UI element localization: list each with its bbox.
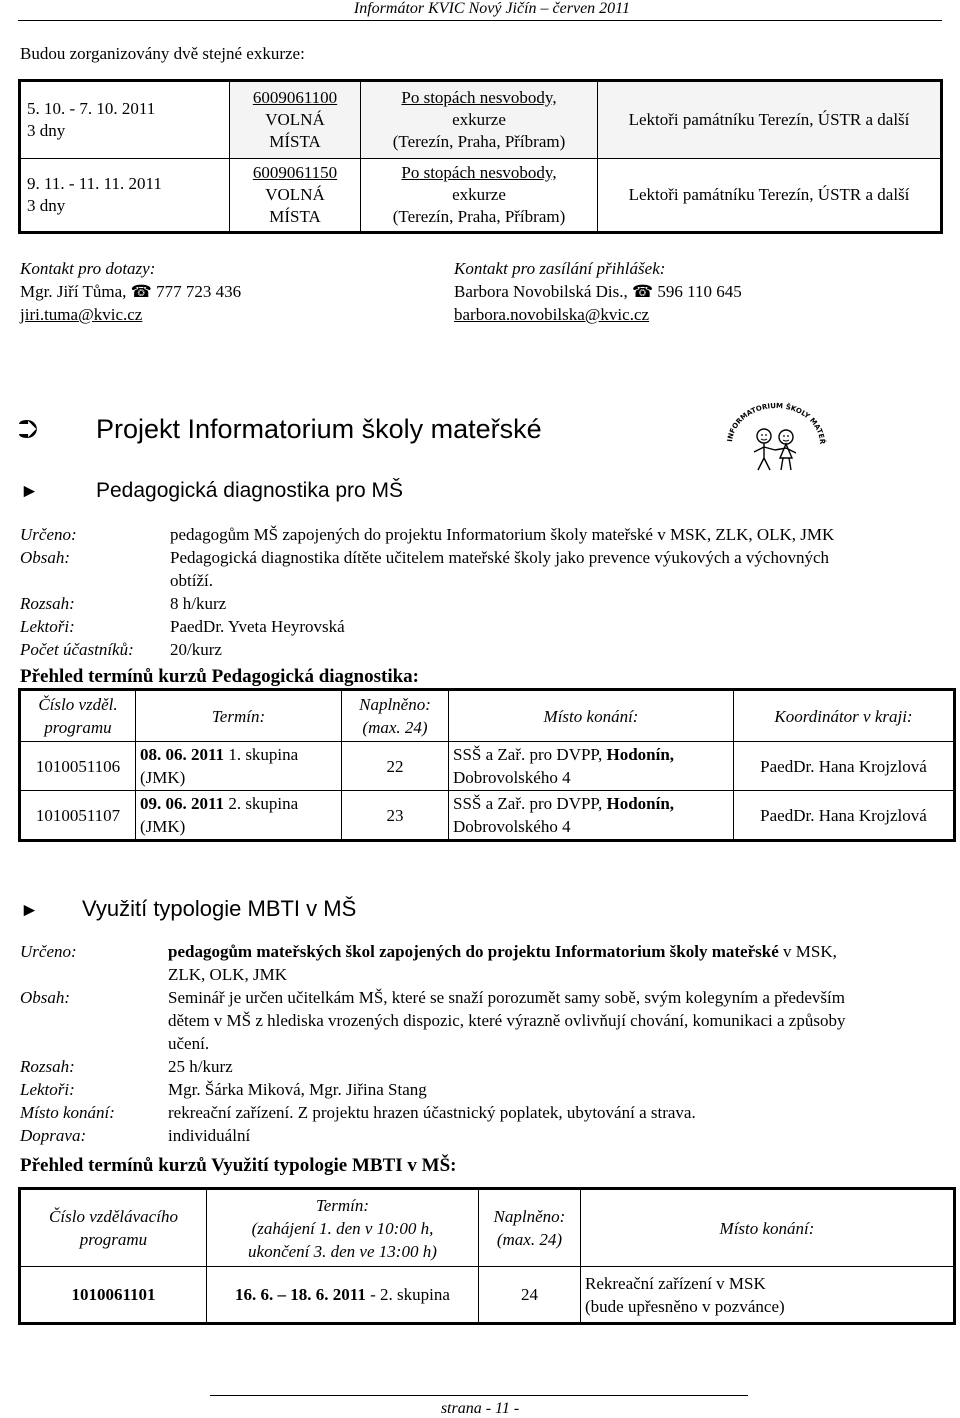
header-naplneno — [478, 1189, 580, 1267]
label-urceno: Určeno: — [20, 942, 77, 961]
value-rozsah: 25 h/kurz — [168, 1057, 233, 1076]
header-text: (max. 24) — [362, 718, 428, 737]
region-text: (JMK) — [140, 768, 186, 787]
footer-rule — [210, 1395, 748, 1396]
intro-text: Budou zorganizovány dvě stejné exkurze: — [20, 44, 305, 63]
course-details — [20, 523, 950, 661]
overview-heading: Přehled termínů kurzů Pedagogická diagnostika: — [20, 666, 420, 687]
value-urceno-rest: v MSK, — [778, 942, 837, 961]
excursion-code-link[interactable]: 6009061100 — [252, 88, 338, 107]
value-obsah-cont: obtíží. — [170, 571, 213, 590]
excursion-title-cell — [361, 81, 598, 159]
value-obsah-cont: dětem v MŠ z hlediska vrozených dispozic, které výrazně ovlivňují chování, komunikaci a způsoby — [168, 1011, 846, 1030]
excursion-places: (Terezín, Praha, Příbram) — [392, 132, 566, 151]
logo-text: INFORMATORIUM ŠKOLY MATEŘ — [726, 401, 827, 445]
cell-filled: 23 — [342, 791, 449, 841]
label-rozsah: Rozsah: — [20, 1057, 75, 1076]
value-obsah: Pedagogická diagnostika dítěte učitelem mateřské školy jako prevence výukových a výchovných — [170, 548, 830, 567]
cell-place — [449, 791, 734, 841]
label-obsah: Obsah: — [20, 988, 71, 1007]
contact-label: Kontakt pro zasílání přihlášek: — [454, 259, 666, 278]
place-city: Hodonín, — [606, 794, 675, 813]
course-title: Pedagogická diagnostika pro MŠ — [96, 479, 404, 502]
value-obsah-cont: učení. — [168, 1034, 210, 1053]
cell-date — [136, 742, 342, 791]
cell-date — [136, 791, 342, 841]
label-doprava: Doprava: — [20, 1126, 87, 1145]
value-doprava: individuální — [168, 1126, 251, 1145]
contact-email-link[interactable]: barbora.novobilska@kvic.cz — [454, 305, 650, 324]
excursion-days: 3 dny — [27, 196, 66, 215]
header-text: Naplněno: — [359, 695, 431, 714]
header-cislo — [20, 1189, 207, 1267]
place-text: SSŠ a Zař. pro DVPP, — [453, 745, 607, 764]
bullet-arrow-icon: ► — [20, 900, 39, 921]
excursion-code-cell — [230, 159, 361, 233]
header-naplneno — [342, 690, 449, 742]
value-urceno: pedagogům mateřských škol zapojených do projektu Informatorium školy mateřské — [168, 942, 779, 961]
label-urceno: Určeno: — [20, 525, 77, 544]
course-details — [20, 940, 950, 1147]
header-text: Číslo vzdělávacího — [49, 1207, 178, 1226]
place-text: Rekreační zařízení v MSK — [584, 1273, 766, 1293]
excursion-status: MÍSTA — [269, 207, 321, 226]
place-street: Dobrovolského 4 — [453, 817, 571, 836]
table-row — [20, 159, 942, 233]
excursion-lecturers: Lektoři památníku Terezín, ÚSTR a další — [598, 81, 942, 159]
table-header-row — [20, 1189, 955, 1267]
label-lektori: Lektoři: — [20, 1080, 75, 1099]
header-text: Naplněno: — [493, 1207, 566, 1226]
excursion-status: VOLNÁ — [265, 185, 325, 204]
header-text: Číslo vzděl. — [38, 695, 118, 714]
header-termin: Termín: — [136, 690, 342, 742]
date-text: 09. 06. 2011 — [140, 794, 225, 813]
excursion-type: exkurze — [452, 185, 506, 204]
cell-filled: 24 — [478, 1267, 580, 1324]
group-text: 2. skupina — [228, 794, 299, 813]
label-misto: Místo konání: — [20, 1103, 115, 1122]
excursion-date-cell — [20, 81, 230, 159]
header-misto: Místo konání: — [449, 690, 734, 742]
cell-date — [207, 1267, 479, 1324]
course1-schedule-table — [18, 688, 956, 842]
header-text: programu — [79, 1230, 148, 1249]
place-text: SSŠ a Zař. pro DVPP, — [453, 794, 607, 813]
label-pocet: Počet účastníků: — [20, 640, 134, 659]
table-row — [20, 742, 955, 791]
contact-label: Kontakt pro dotazy: — [20, 259, 156, 278]
contact-name: Mgr. Jiří Tůma, ☎ 777 723 436 — [20, 282, 242, 301]
group-text: 1. skupina — [228, 745, 299, 764]
header-text: Termín: — [315, 1195, 370, 1215]
excursion-title-link[interactable]: Po stopách nesvobody, — [401, 88, 557, 107]
excursion-days: 3 dny — [27, 121, 66, 140]
project-arrow-icon: ⮊ — [18, 414, 38, 444]
contact-applications — [454, 257, 742, 326]
excursion-date-cell — [20, 159, 230, 233]
value-pocet: 20/kurz — [170, 640, 222, 659]
page-number: strana - 11 - — [440, 1400, 520, 1417]
date-text: 08. 06. 2011 — [140, 745, 225, 764]
excursion-date: 5. 10. - 7. 10. 2011 — [27, 99, 156, 118]
region-text: (JMK) — [140, 817, 186, 836]
label-lektori: Lektoři: — [20, 617, 75, 636]
contact-email-link[interactable]: jiri.tuma@kvic.cz — [20, 305, 143, 324]
header-rule — [18, 20, 942, 21]
overview-heading: Přehled termínů kurzů Využití typologie MBTI v MŠ: — [20, 1155, 457, 1176]
excursion-title-link[interactable]: Po stopách nesvobody, — [401, 163, 557, 182]
table-header-row — [20, 690, 955, 742]
contact-questions — [20, 257, 241, 326]
excursion-status: MÍSTA — [269, 132, 321, 151]
value-lektori: Mgr. Šárka Miková, Mgr. Jiřina Stang — [168, 1080, 427, 1099]
excursion-code-cell — [230, 81, 361, 159]
cell-filled: 22 — [342, 742, 449, 791]
running-header: Informátor KVIC Nový Jičín – červen 2011 — [353, 0, 630, 17]
value-urceno-cont: ZLK, OLK, JMK — [168, 965, 287, 984]
informatorium-logo — [724, 400, 828, 478]
value-misto: rekreační zařízení. Z projektu hrazen účastnický poplatek, ubytování a strava. — [168, 1103, 696, 1122]
excursion-status: VOLNÁ — [265, 110, 325, 129]
place-street: Dobrovolského 4 — [453, 768, 571, 787]
table-row — [20, 1267, 955, 1324]
cell-place — [449, 742, 734, 791]
cell-coordinator: PaedDr. Hana Krojzlová — [734, 742, 955, 791]
place-note: (bude upřesněno v pozvánce) — [584, 1296, 785, 1316]
excursion-places: (Terezín, Praha, Příbram) — [392, 207, 566, 226]
date-text: 16. 6. – 18. 6. 2011 — [235, 1285, 366, 1304]
group-text: - 2. skupina — [365, 1285, 450, 1304]
value-rozsah: 8 h/kurz — [170, 594, 227, 613]
cell-place — [580, 1267, 954, 1324]
excursion-lecturers: Lektoři památníku Terezín, ÚSTR a další — [598, 159, 942, 233]
header-text: ukončení 3. den ve 13:00 h) — [248, 1241, 437, 1261]
excursions-table — [18, 79, 943, 234]
value-lektori: PaedDr. Yveta Heyrovská — [170, 617, 345, 636]
place-city: Hodonín, — [606, 745, 675, 764]
cell-code: 1010051107 — [20, 791, 136, 841]
cell-code: 1010061101 — [20, 1267, 207, 1324]
label-rozsah: Rozsah: — [20, 594, 75, 613]
contact-name: Barbora Novobilská Dis., ☎ 596 110 645 — [454, 282, 742, 301]
header-misto: Místo konání: — [580, 1189, 954, 1267]
bullet-arrow-icon: ► — [20, 481, 39, 502]
value-obsah: Seminář je určen učitelkám MŠ, které se snaží porozumět samy sobě, svým kolegyním a především — [168, 988, 845, 1007]
table-row — [20, 81, 942, 159]
header-text: programu — [44, 718, 112, 737]
excursion-code-link[interactable]: 6009061150 — [252, 163, 338, 182]
header-termin — [207, 1189, 479, 1267]
header-text: (zahájení 1. den v 10:00 h, — [251, 1218, 434, 1238]
excursion-date: 9. 11. - 11. 11. 2011 — [27, 174, 162, 193]
project-title: Projekt Informatorium školy mateřské — [96, 414, 542, 444]
excursion-type: exkurze — [452, 110, 506, 129]
course-title: Využití typologie MBTI v MŠ — [82, 896, 357, 921]
cell-coordinator: PaedDr. Hana Krojzlová — [734, 791, 955, 841]
table-row — [20, 791, 955, 841]
excursion-title-cell — [361, 159, 598, 233]
header-cislo — [20, 690, 136, 742]
course2-schedule-table — [18, 1187, 956, 1325]
cell-code: 1010051106 — [20, 742, 136, 791]
header-koordinator: Koordinátor v kraji: — [734, 690, 955, 742]
value-urceno: pedagogům MŠ zapojených do projektu Informatorium školy mateřské v MSK, ZLK, OLK, JMK — [170, 525, 835, 544]
header-text: (max. 24) — [496, 1230, 563, 1249]
label-obsah: Obsah: — [20, 548, 71, 567]
